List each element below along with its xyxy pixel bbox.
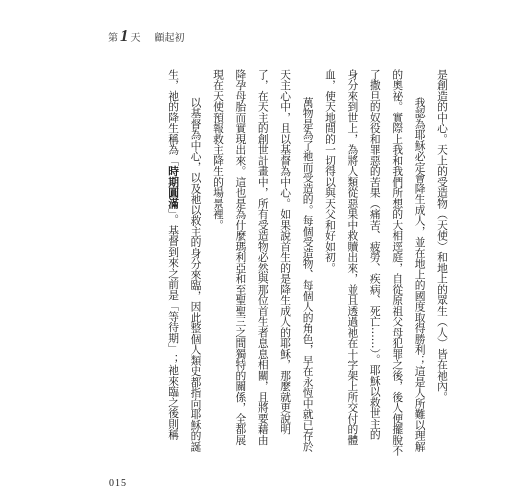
- text-line: [386, 69, 408, 462]
- text-line: [341, 69, 363, 462]
- text-line: [363, 69, 385, 462]
- text-line: [431, 69, 453, 462]
- text-run: 現在天使預報救主降生的場景裡。: [211, 69, 225, 231]
- text-run: 生，祂的降生稱為「: [167, 69, 181, 166]
- text-run: 天主心中，且以基督為中心。如果說首生的是降生成人的耶穌，那麼就更說明: [279, 69, 293, 435]
- text-run: 降孕母胎而實現出來。這也是為什麼瑪利亞和至聖聖三之間獨特的關係，全都展: [234, 69, 248, 446]
- text-line: [207, 69, 229, 462]
- text-line: [162, 69, 184, 462]
- day-prefix: 第: [108, 33, 118, 44]
- section-title: 顧起初: [154, 33, 185, 44]
- body-text: [162, 69, 453, 462]
- text-run: 萬物是為了祂而受造的。每個受造物、每個人的角色，早在永恆中就已存於: [301, 97, 315, 452]
- text-run: 是創造的中心。天上的受造物（天使）和地上的眾生（人）皆在祂內。: [436, 69, 449, 403]
- text-run: 的奧祕。實際上我和我們所想的大相逕庭，自從原祖父母犯罪之後，後人便擺脫不: [391, 69, 405, 456]
- day-number: 1: [120, 26, 129, 45]
- text-line: [184, 69, 206, 462]
- text-run: 了撒旦的奴役和罪惡的苦果（痛苦、疲勞、疾病、死亡……）。耶穌以救世主的: [368, 69, 382, 440]
- text-run: 以基督為中心，以及祂以救主的身分來臨，因此整個人類史都指向耶穌的誕: [189, 97, 203, 452]
- text-run: 身分來到世上，為將人類從惡果中救贖出來，並且透過祂在十字架上所交付的體: [346, 69, 360, 446]
- text-line: [251, 69, 273, 462]
- text-line: [319, 69, 341, 462]
- text-line: [274, 69, 296, 462]
- emphasized-term: 時期圓滿: [167, 165, 181, 209]
- text-line: [408, 69, 430, 462]
- text-run: 」。基督到來之前是「等待期」；祂來臨之後則稱: [167, 208, 181, 440]
- running-header: [108, 27, 185, 43]
- text-run: 了，在天主的創世計畫中，所有受造物必然與那位首生者息息相關，且將要藉由: [256, 69, 270, 446]
- text-line: [229, 69, 251, 462]
- page-number: 015: [109, 478, 127, 489]
- text-run: 我認為耶穌必定會降生成人，並在地上的國度取得勝利；這是人所難以理解: [413, 97, 427, 452]
- day-suffix: 天: [130, 33, 141, 44]
- text-line: [296, 69, 318, 462]
- text-run: 血，使天地間的一切得以與天父和好如初。: [323, 69, 337, 274]
